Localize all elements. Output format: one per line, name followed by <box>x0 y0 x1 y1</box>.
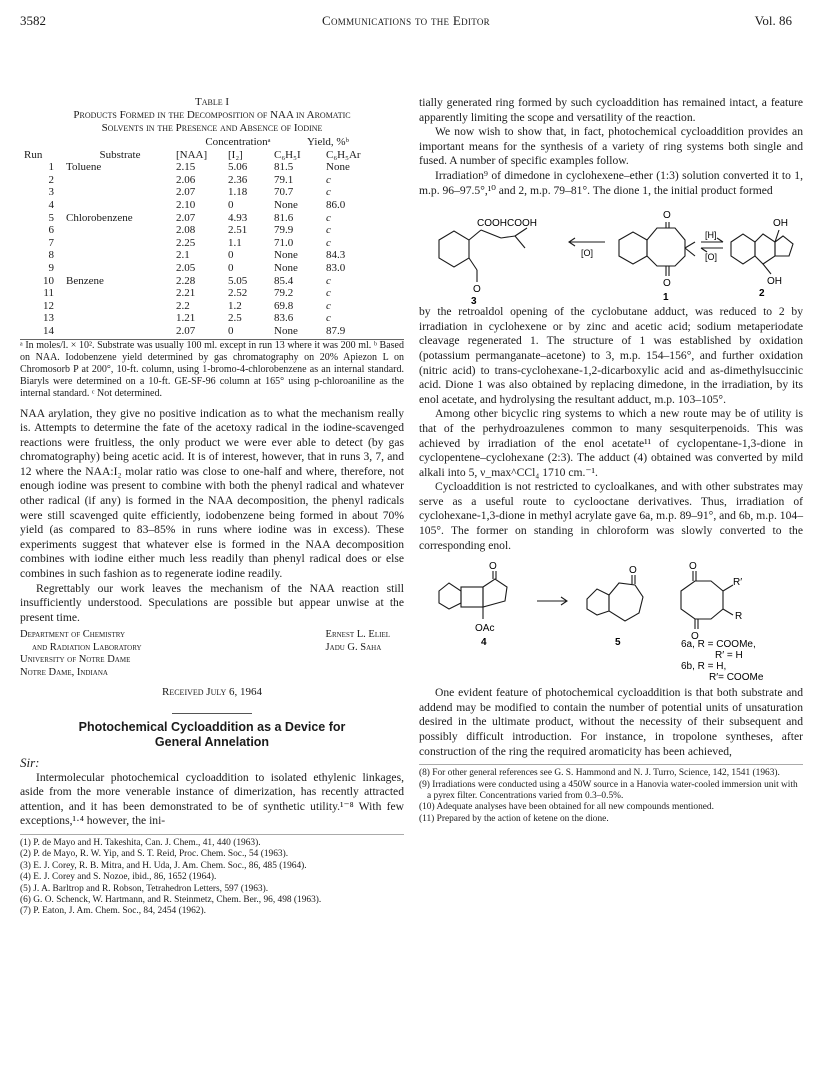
compound-label-2: 2 <box>759 288 765 300</box>
table-cell-run: 1 <box>48 161 54 174</box>
table-cell-naa: 2.10 <box>176 198 196 211</box>
label-6b: 6b, R = H, <box>681 661 727 673</box>
reference: (1) P. de Mayo and H. Takeshita, Can. J. Chem., 41, 440 (1963). <box>20 837 261 848</box>
table-cell-c6h5ar: c <box>326 236 331 249</box>
table-cell-i2: 1.2 <box>228 299 242 312</box>
table-cell-i2: 1.18 <box>228 186 248 199</box>
reference: (7) P. Eaton, J. Am. Chem. Soc., 84, 2454 (1962). <box>20 906 206 917</box>
reductant-label: [H] <box>705 230 717 241</box>
table-cell-substrate <box>64 174 174 187</box>
head-substrate: Substrate <box>99 148 141 161</box>
table-cell-i2: 2.51 <box>228 224 248 237</box>
table-cell-run: 14 <box>43 324 54 337</box>
left-paragraph: Regrettably our work leaves the mechanism of the NAA reaction still insufficiently understood. Speculations are possible but appear unwise at the present time. <box>20 581 404 624</box>
table-cell-i2: 0 <box>228 324 234 337</box>
table-cell-c6h5ar: c <box>326 299 331 312</box>
table-cell-naa: 2.05 <box>176 261 196 274</box>
author-name: Ernest L. Eliel <box>325 629 390 641</box>
affiliation-line: Notre Dame, Indiana <box>20 666 108 678</box>
author-name: Jadu G. Saha <box>325 641 382 653</box>
reference: (4) E. J. Corey and S. Nozoe, ibid., 86, 1652 (1964). <box>20 872 217 883</box>
o-label: O <box>689 561 697 573</box>
table-cell-i2: 2.5 <box>228 312 242 325</box>
table-row <box>22 312 382 325</box>
salutation: Sir: <box>20 755 40 770</box>
compound-label-3: 3 <box>471 296 477 306</box>
table-cell-i2: 5.05 <box>228 274 248 287</box>
table-cell-c6h5i: 70.7 <box>274 186 294 199</box>
table-cell-c6h5ar: c <box>326 312 331 325</box>
table-cell-c6h5ar: 86.0 <box>326 198 346 211</box>
table-row <box>22 300 382 313</box>
running-title: Communications to the Editor <box>322 13 490 28</box>
table-cell-naa: 2.08 <box>176 224 196 237</box>
r-prime-label: R′ <box>733 577 743 589</box>
table-cell-naa: 2.25 <box>176 236 196 249</box>
table-cell-run: 3 <box>48 186 54 199</box>
reference: (5) J. A. Barltrop and R. Robson, Tetrahedron Letters, 597 (1963). <box>20 883 269 894</box>
table-cell-c6h5ar: 87.9 <box>326 324 346 337</box>
right-paragraph: Irradiation⁹ of dimedone in cyclohexene–ether (1:3) solution converted it to 1, m.p. 96–97.5°,¹⁰ and 2, m.p. 79–81°. The dione 1, the initial product formed <box>419 168 803 197</box>
reference: (6) G. O. Schenck, W. Hartmann, and R. Steinmetz, Chem. Ber., 96, 498 (1963). <box>20 895 322 905</box>
table-cell-c6h5ar: None <box>326 161 350 174</box>
table-cell-c6h5i: 79.9 <box>274 224 294 237</box>
article-title-line1: Photochemical Cycloaddition as a Device for <box>78 720 346 734</box>
reference: (2) P. de Mayo, R. W. Yip, and S. T. Reid, Proc. Chem. Soc., 54 (1963). <box>20 849 289 860</box>
table-cell-naa: 2.06 <box>176 173 196 186</box>
table-cell-substrate <box>64 186 174 199</box>
oxidant-label-2: [O] <box>705 252 718 263</box>
table-cell-i2: 1.1 <box>228 236 242 249</box>
reference: (3) E. J. Corey, R. B. Mitra, and H. Uda, J. Am. Chem. Soc., 86, 485 (1964). <box>20 860 307 871</box>
table-cell-substrate <box>64 224 174 237</box>
right-paragraph: Cycloaddition is not restricted to cycloalkanes, and with other substrates may serve as a useful route to cyclooctane derivatives. Thus, irradiation of cyclohexane-1,3-dione in methyl acrylate gave 6a, m.p. 89–91°, and 6b, m.p. 104–105°. The former on standing in chloroform was slowly converted to the corresponding enol. <box>419 480 803 552</box>
left-paragraph: NAA arylation, they give no positive indication as to what the mechanism really is. Attempts to determine the fate of the acetoxy radical in the iodine-scavenged reactions were fruitless, the only product we were ever able to detect (by gas chromatography) being acetic acid. It is of interest, however, that in runs 3, 7, and 12 where the NAA:I₂ molar ratio was close to one-half and where, therefore, not enough iodine was present to combine with both the phenyl radical and whatever other radical (if any) is formed in the NAA decomposition, the phenyl radicals were still scavenged quite efficiently, iodobenzene being formed in about 70% yield (as compared to 83–85% in runs where iodine was in excess). These experiments suggest that whatever else is formed in the NAA decomposition combines with iodine either much less readily than phenyl radical does or else combines in such fashion as to regenerate iodine readily. <box>20 406 404 581</box>
page-number: 3582 <box>20 13 46 28</box>
table-cell-substrate <box>64 325 174 338</box>
affiliation-block <box>20 629 404 679</box>
right-paragraph: by the retroaldol opening of the cyclobutane adduct, was reduced to 2 by irradiation in cyclohexene or by zinc and acetic acid; sodium metaperiodate cleavage regenerated 1. The structure of 1 was established by oxidation (potassium permanganate–acetone) to 3, m.p. 154–156°, and further oxidation (nitric acid) to trans-cyclohexane-1,2-dicarboxylic acid and as-dimethylsuccinic acid. Dione 1 was also obtained by replacing dimedone, in the irradiation, by its enol acetate, and hydrolysing the resultant adduct, m.p. 103–105°. <box>419 305 803 406</box>
table-cell-i2: 5.06 <box>228 161 248 174</box>
label-6b-line2: R′= COOMe <box>709 672 764 683</box>
label-6a: 6a, R = COOMe, <box>681 639 756 651</box>
table-cell-c6h5i: None <box>274 261 298 274</box>
table-cell-i2: 0 <box>228 261 234 274</box>
head-run: Run <box>24 148 43 161</box>
affiliation-line: and Radiation Laboratory <box>32 641 142 653</box>
table-cell-naa: 2.15 <box>176 161 196 174</box>
reaction-scheme-1 <box>419 200 803 305</box>
references-left <box>20 834 404 918</box>
table-cell-run: 7 <box>48 236 54 249</box>
table-row <box>22 186 382 199</box>
table-cell-c6h5ar: c <box>326 186 331 199</box>
right-paragraph: Among other bicyclic ring systems to which a new route may be of utility is that of the perhydroazulenes common to many sesquiterpenoids. This was achieved by irradiation of the enol acetate¹¹ of cyclopentane-1,3-dione in cyclopentene–cyclohexane (2:3). The adduct (4) obtained was converted by mild alkali into 5, ν_max^CCl₄ 1710 cm.⁻¹. <box>419 407 803 479</box>
compound-label-1: 1 <box>663 292 669 304</box>
table-cell-i2: 2.52 <box>228 287 248 300</box>
reference: (11) Prepared by the action of ketene on the dione. <box>419 813 609 824</box>
table-cell-c6h5i: 81.5 <box>274 161 294 174</box>
o-label: O <box>489 561 497 573</box>
o-label: O <box>691 631 699 643</box>
label-6a-line2: R′ = H <box>715 650 743 662</box>
table-cell-naa: 2.28 <box>176 274 196 287</box>
affiliation-line: University of Notre Dame <box>20 654 131 666</box>
table-cell-substrate <box>64 312 174 325</box>
table-cell-substrate <box>64 262 174 275</box>
table-cell-c6h5ar: c <box>326 211 331 224</box>
table-cell-substrate: Toluene <box>66 161 102 174</box>
table-title-line2: Solvents in the Presence and Absence of Iodine <box>101 122 323 134</box>
compound-label-4: 4 <box>481 637 487 649</box>
table-cell-substrate <box>64 287 174 300</box>
table-cell-i2: 0 <box>228 198 234 211</box>
table-cell-c6h5i: None <box>274 324 298 337</box>
head-naa: [NAA] <box>176 148 208 161</box>
cooh-label-1: COOH <box>477 218 507 230</box>
table-row <box>22 249 382 262</box>
oac-label: OAc <box>475 623 495 635</box>
received-date: Received July 6, 1964 <box>162 686 262 699</box>
reference: (10) Adequate analyses have been obtained for all new compounds mentioned. <box>419 802 714 813</box>
table-cell-run: 9 <box>48 261 54 274</box>
table-cell-run: 11 <box>43 287 54 300</box>
reaction-scheme-2 <box>419 557 803 682</box>
table-cell-naa: 2.21 <box>176 287 196 300</box>
table-cell-substrate <box>64 199 174 212</box>
table-cell-naa: 2.07 <box>176 324 196 337</box>
table-cell-substrate <box>64 249 174 262</box>
table-head-row1 <box>22 136 382 149</box>
reference: (9) Irradiations were conducted using a 450W source in a Hanovia water-cooled immersion unit with a pyrex filter. Concentrations varied from 0.3–0.5%. <box>419 779 798 802</box>
table-cell-c6h5i: 69.8 <box>274 299 294 312</box>
o-label: O <box>473 284 481 296</box>
table-cell-i2: 2.36 <box>228 173 248 186</box>
table-cell-c6h5i: 83.6 <box>274 312 294 325</box>
table-row <box>22 161 382 174</box>
table-row <box>22 325 382 338</box>
table-row <box>22 224 382 237</box>
table-cell-i2: 4.93 <box>228 211 248 224</box>
table-cell-substrate <box>64 300 174 313</box>
references-right <box>419 764 803 825</box>
table-cell-c6h5i: 71.0 <box>274 236 294 249</box>
table-caption: Table I <box>194 96 230 108</box>
oh-label: OH <box>773 218 788 230</box>
table-cell-run: 10 <box>43 274 54 287</box>
article-intro: Intermolecular photochemical cycloaddition to isolated ethylenic linkages, aside from the more venerable instance of dimerization, has recently attracted attention, and it has been demonstrated to be of synthetic utility.¹⁻⁸ With few exceptions,¹·⁴ however, the ini- <box>20 770 404 828</box>
affiliation-line: Department of Chemistry <box>20 629 126 641</box>
table-body <box>22 161 382 337</box>
table-cell-run: 4 <box>48 198 54 211</box>
right-column <box>419 96 803 825</box>
table-cell-c6h5i: 81.6 <box>274 211 294 224</box>
table-row <box>22 275 382 288</box>
table-cell-c6h5ar: 84.3 <box>326 249 346 262</box>
left-column <box>20 96 404 918</box>
table-cell-c6h5i: None <box>274 198 298 211</box>
volume-number: Vol. 86 <box>754 13 792 28</box>
o-label: O <box>663 278 671 290</box>
table-cell-c6h5ar: c <box>326 173 331 186</box>
right-paragraph: One evident feature of photochemical cycloaddition is that both substrate and addend may be modified to contain the number of potential units of unsaturation desired in the ultimate product, without the necessity of their subsequent and possibly difficult introduction. For instance, in tropolone syntheses, after construction of the ring the required aromaticity has been achieved, <box>419 686 803 758</box>
table-cell-naa: 2.2 <box>176 299 190 312</box>
table-cell-naa: 2.07 <box>176 211 196 224</box>
table-cell-c6h5i: 79.1 <box>274 173 294 186</box>
data-table <box>22 136 382 338</box>
article-title-line2: General Annelation <box>154 735 270 749</box>
table-cell-run: 12 <box>43 299 54 312</box>
head-i2: [I₂] <box>228 148 243 161</box>
table-cell-c6h5ar: c <box>326 274 331 287</box>
right-paragraph: tially generated ring formed by such cycloaddition has remained intact, a feature apparently limiting the scope and versatility of the reaction. <box>419 96 803 124</box>
divider <box>172 713 252 714</box>
running-header <box>20 13 792 31</box>
ring <box>439 231 469 267</box>
cooh-label-2: COOH <box>507 218 537 230</box>
table-cell-c6h5ar: c <box>326 287 331 300</box>
table-cell-c6h5i: 85.4 <box>274 274 294 287</box>
table-row <box>22 237 382 250</box>
table-cell-c6h5i: 79.2 <box>274 287 294 300</box>
table-cell-run: 8 <box>48 249 54 262</box>
table-row <box>22 287 382 300</box>
head-c6h5i: C₆H₅I <box>274 148 301 161</box>
table-cell-c6h5i: None <box>274 249 298 262</box>
oxidant-label: [O] <box>581 248 594 259</box>
table-row <box>22 212 382 225</box>
table-cell-substrate: Benzene <box>66 274 104 287</box>
table-title-line1: Products Formed in the Decomposition of NAA in Aromatic <box>73 109 351 121</box>
reference: (8) For other general references see G. S. Hammond and N. J. Turro, Science, 142, 1541 (1963). <box>419 768 780 779</box>
table-row <box>22 174 382 187</box>
oh-label: OH <box>767 276 782 288</box>
table-cell-substrate: Chlorobenzene <box>66 211 133 224</box>
table-head-row2 <box>22 149 382 162</box>
right-paragraph: We now wish to show that, in fact, photochemical cycloaddition provides an important means for the synthesis of a variety of ring systems both single and fused. A number of specific examples follow. <box>419 125 803 168</box>
o-label: O <box>663 210 671 222</box>
table-cell-run: 6 <box>48 224 54 237</box>
table-row <box>22 199 382 212</box>
table-row <box>22 262 382 275</box>
table-cell-naa: 2.1 <box>176 249 190 262</box>
table-cell-run: 2 <box>48 173 54 186</box>
head-yield: Yield, %ᵇ <box>307 136 349 148</box>
table-footnote: ᵃ In moles/l. × 10². Substrate was usually 100 ml. except in run 13 where it was 200 ml. ᵇ Based on NAA. Iodobenzene yield determined by gas chromatography on 20% Apiezon L on Chromosorb P at 200°, 10-ft. column, using 1-bromo-4-chlorobenzene as an internal standard. Biaryls were determined on a 10-ft. GE-SF-96 column at 165° using p-chloroaniline as the internal standard. ᶜ Not determined. <box>20 339 404 399</box>
table-cell-c6h5ar: 83.0 <box>326 261 346 274</box>
head-c6h5ar: C₆H₅Ar <box>326 148 361 161</box>
table-cell-c6h5ar: c <box>326 224 331 237</box>
table-cell-naa: 2.07 <box>176 186 196 199</box>
compound-label-5: 5 <box>615 637 621 649</box>
table-cell-run: 5 <box>48 211 54 224</box>
table-cell-substrate <box>64 237 174 250</box>
o-label: O <box>629 565 637 577</box>
head-concentration: Concentrationᵃ <box>205 136 271 148</box>
table-cell-i2: 0 <box>228 249 234 262</box>
table-cell-naa: 1.21 <box>176 312 196 325</box>
table-cell-run: 13 <box>43 312 54 325</box>
r-label: R <box>735 611 743 623</box>
